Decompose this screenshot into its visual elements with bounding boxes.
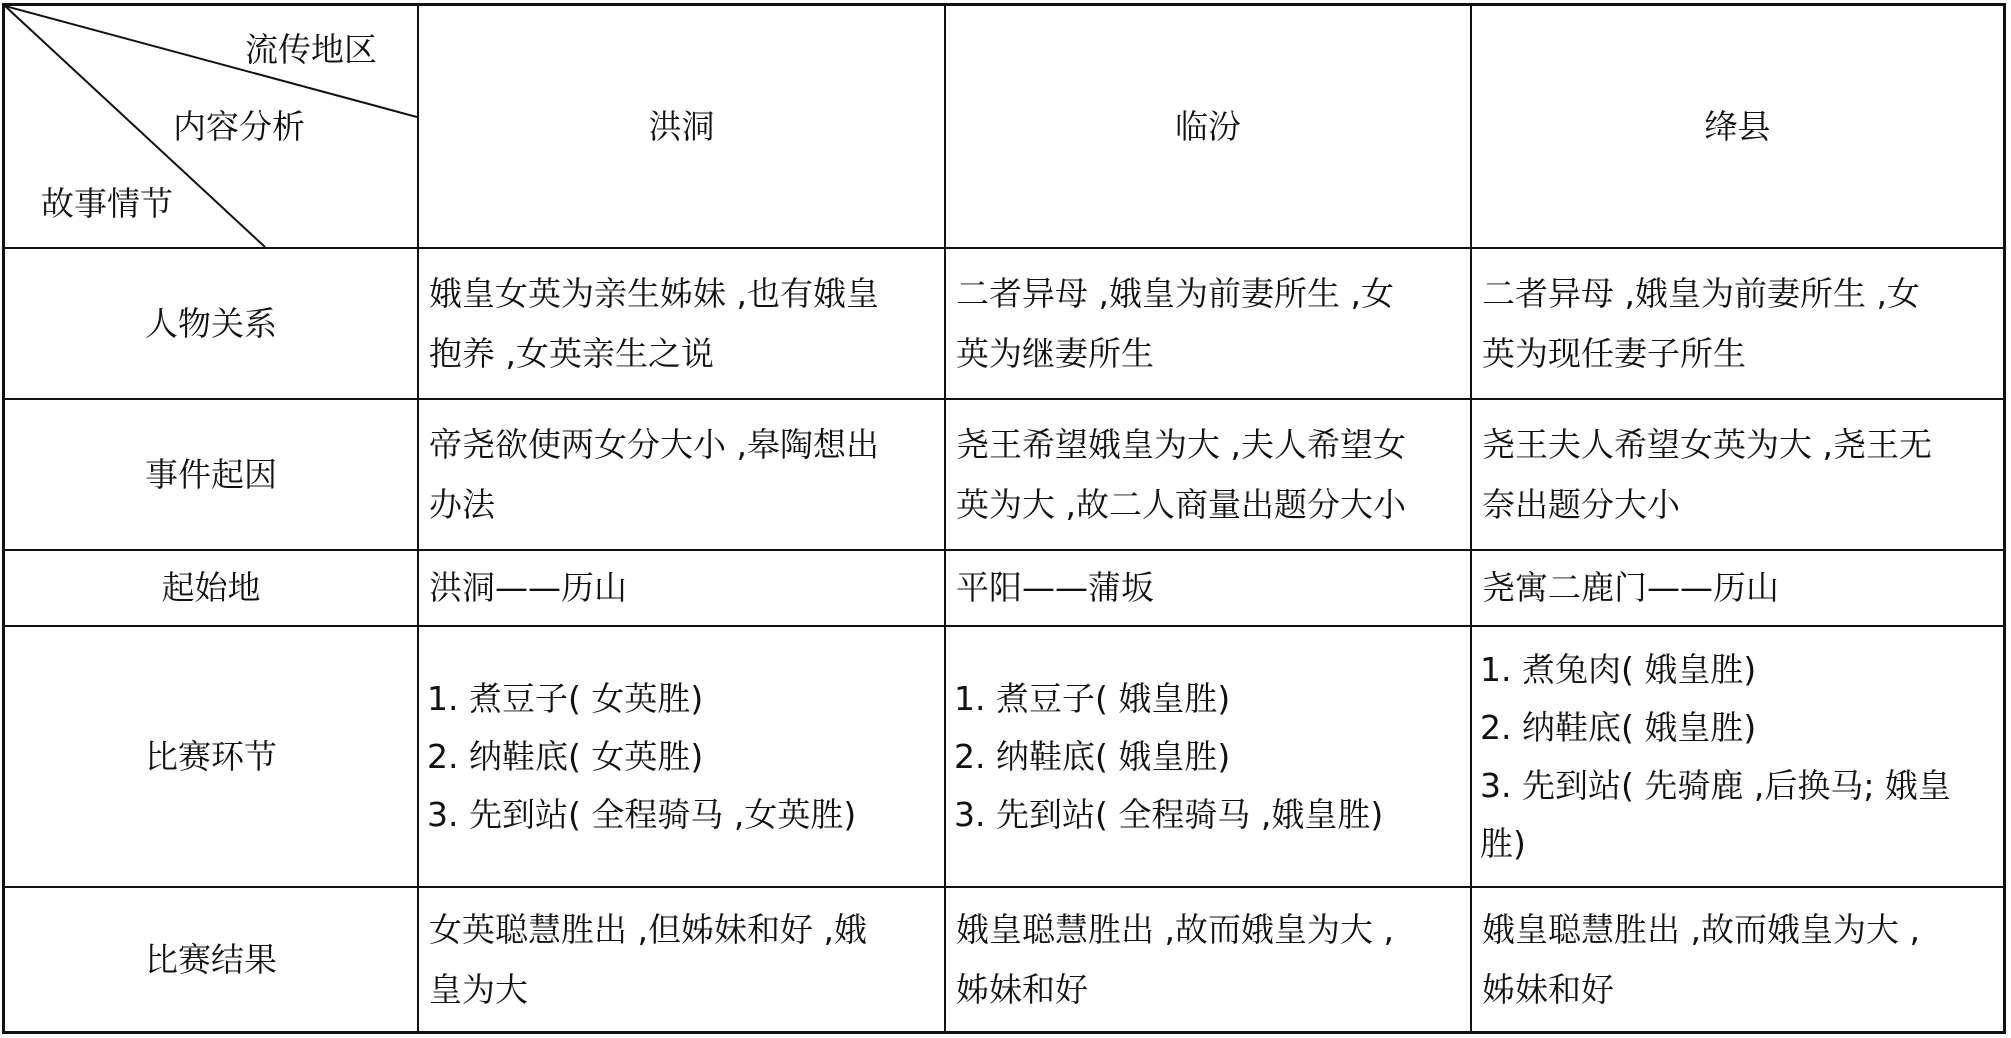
table-cell bbox=[419, 627, 944, 886]
cell-line: 办法 bbox=[429, 484, 495, 524]
corner-region-label: 流传地区 bbox=[245, 30, 377, 69]
cell-line: 英为现任妻子所生 bbox=[1482, 333, 1746, 373]
cell-line: 奈出题分大小 bbox=[1482, 484, 1680, 524]
table-cell bbox=[946, 400, 1470, 549]
column-header-hongdong: 洪洞 bbox=[648, 106, 715, 146]
list-item: 胜) bbox=[1480, 823, 1526, 863]
cell-line: 娥皇聪慧胜出 ,故而娥皇为大 , bbox=[956, 909, 1394, 949]
list-item: 3. 先到站( 全程骑马 ,娥皇胜) bbox=[954, 794, 1384, 834]
cell-line: 尧王希望娥皇为大 ,夫人希望女 bbox=[956, 424, 1406, 464]
table-cell bbox=[419, 551, 944, 625]
cell-line: 娥皇女英为亲生姊妹 ,也有娥皇 bbox=[429, 273, 879, 313]
table-cell bbox=[946, 249, 1470, 398]
cell-line: 英为继妻所生 bbox=[956, 333, 1154, 373]
list-item: 2. 纳鞋底( 娥皇胜) bbox=[1480, 707, 1757, 747]
row-label-competition-stages: 比赛环节 bbox=[145, 736, 277, 776]
cell-line: 皇为大 bbox=[429, 969, 528, 1009]
row-label-relationship: 人物关系 bbox=[145, 303, 277, 343]
cell-line: 平阳——蒲坂 bbox=[956, 568, 1154, 607]
list-item: 2. 纳鞋底( 女英胜) bbox=[427, 736, 704, 776]
table-cell bbox=[1472, 627, 2003, 886]
table-cell bbox=[946, 627, 1470, 886]
table-cell bbox=[419, 249, 944, 398]
table-cell bbox=[946, 551, 1470, 625]
list-item: 1. 煮豆子( 娥皇胜) bbox=[954, 678, 1231, 718]
cell-line: 尧王夫人希望女英为大 ,尧王无 bbox=[1482, 424, 1932, 464]
column-header-jiangxian: 绛县 bbox=[1704, 106, 1771, 146]
cell-line: 女英聪慧胜出 ,但姊妹和好 ,娥 bbox=[429, 909, 867, 949]
corner-plot-label: 故事情节 bbox=[41, 184, 173, 223]
table-cell bbox=[1472, 551, 2003, 625]
list-item: 2. 纳鞋底( 娥皇胜) bbox=[954, 736, 1231, 776]
table-cell bbox=[946, 888, 1470, 1031]
table-cell bbox=[1472, 888, 2003, 1031]
cell-line: 洪洞——历山 bbox=[429, 568, 627, 607]
row-label-cause: 事件起因 bbox=[145, 454, 277, 494]
corner-content-label: 内容分析 bbox=[173, 107, 305, 146]
list-item: 1. 煮豆子( 女英胜) bbox=[427, 678, 704, 718]
cell-line: 帝尧欲使两女分大小 ,皋陶想出 bbox=[429, 424, 879, 464]
row-label-starting-place: 起始地 bbox=[161, 568, 261, 607]
table-cell bbox=[1472, 249, 2003, 398]
row-label-competition-result: 比赛结果 bbox=[145, 939, 277, 979]
list-item: 3. 先到站( 先骑鹿 ,后换马; 娥皇 bbox=[1480, 765, 1951, 805]
table-cell bbox=[419, 400, 944, 549]
cell-line: 姊妹和好 bbox=[1482, 969, 1614, 1009]
column-header-linfen: 临汾 bbox=[1175, 106, 1241, 146]
comparison-table bbox=[2, 3, 2006, 1034]
cell-line: 二者异母 ,娥皇为前妻所生 ,女 bbox=[956, 273, 1394, 313]
list-item: 3. 先到站( 全程骑马 ,女英胜) bbox=[427, 794, 857, 834]
cell-line: 尧寓二鹿门——历山 bbox=[1482, 568, 1779, 607]
cell-line: 娥皇聪慧胜出 ,故而娥皇为大 , bbox=[1482, 909, 1920, 949]
cell-line: 抱养 ,女英亲生之说 bbox=[429, 333, 714, 373]
cell-line: 姊妹和好 bbox=[956, 969, 1088, 1009]
cell-line: 英为大 ,故二人商量出题分大小 bbox=[956, 484, 1406, 524]
table-cell bbox=[1472, 400, 2003, 549]
list-item: 1. 煮兔肉( 娥皇胜) bbox=[1480, 649, 1757, 689]
table-cell bbox=[419, 888, 944, 1031]
cell-line: 二者异母 ,娥皇为前妻所生 ,女 bbox=[1482, 273, 1920, 313]
